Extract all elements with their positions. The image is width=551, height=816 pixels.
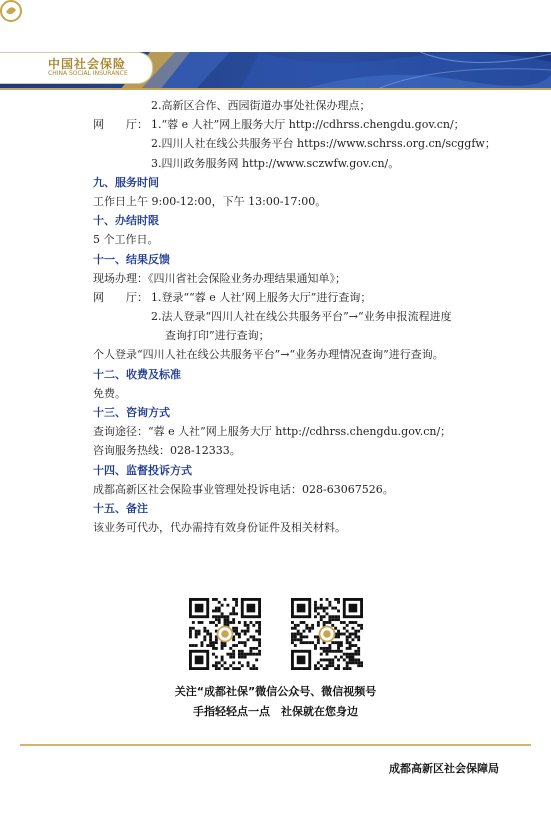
body-text-line: 成都高新区社会保险事业管理处投诉电话：028-63067526。	[93, 482, 394, 496]
slogan-line-2: 手指轻轻点一点 社保就在您身边	[193, 705, 358, 718]
body-text-line: 工作日上午 9:00-12:00，下午 13:00-17:00。	[93, 194, 327, 208]
section-heading: 十、办结时限	[93, 214, 159, 228]
logo-text-cn: 中国社会保险	[48, 57, 127, 71]
section-heading: 十一、结果反馈	[93, 252, 170, 266]
body-text-line: 2.高新区合作、西园街道办事处社保办理点；	[151, 99, 371, 112]
section-heading: 九、服务时间	[93, 175, 159, 189]
qr-code-icon	[189, 598, 261, 670]
body-text-line: 查询途径：“蓉 e 人社”网上服务大厅 http://cdhrss.chengdu.gov.cn/；	[93, 425, 452, 439]
online-channel-line	[93, 288, 513, 307]
body-text-line: 查询打印”进行查询；	[165, 329, 270, 343]
body-text-line: 现场办理：《四川省社会保险业务办理结果通知单》；	[93, 271, 346, 285]
section-heading: 十三、咨询方式	[93, 406, 170, 419]
body-text-line: 咨询服务热线：028-12333。	[93, 444, 241, 458]
footer-divider	[20, 744, 531, 746]
document-body	[93, 96, 513, 537]
body-text-line: 个人登录“四川人社在线公共服务平台”→“业务办理情况查询”进行查询。	[93, 348, 444, 362]
social-insurance-emblem-icon	[0, 0, 22, 22]
logo-text-en: CHINA SOCIAL INSURANCE	[48, 70, 128, 77]
section-heading: 十四、监督投诉方式	[93, 463, 192, 477]
body-text-line: 2.四川人社在线公共服务平台 https://www.schrss.org.cn/scggfw；	[151, 137, 496, 151]
online-hall-label: 网 厅：	[93, 290, 148, 304]
body-text-line: 免费。	[93, 386, 126, 400]
slogan-line-1: 关注“成都社保”微信公众号、微信视频号	[174, 685, 377, 698]
qr-code-wechat-account	[189, 598, 261, 670]
qr-code-wechat-video	[291, 598, 363, 670]
online-channel-line	[93, 115, 513, 134]
body-text-line: 该业务可代办，代办需持有效身份证件及相关材料。	[93, 521, 346, 535]
footer-organization: 成都高新区社会保障局	[389, 762, 499, 775]
body-text-line: 5 个工作日。	[93, 233, 159, 247]
online-hall-label: 网 厅：	[93, 118, 148, 132]
online-hall-text: 1.“蓉 e 人社”网上服务大厅 http://cdhrss.chengdu.gov.cn/；	[151, 118, 465, 132]
section-heading: 十五、备注	[93, 501, 148, 515]
section-heading: 十二、收费及标准	[93, 367, 181, 381]
body-text-line: 2.法人登录“四川人社在线公共服务平台”→“业务申报流程进度	[151, 310, 452, 324]
body-text-line: 3.四川政务服务网 http://www.sczwfw.gov.cn/。	[151, 156, 400, 170]
qr-code-icon	[291, 598, 363, 670]
header-banner	[0, 0, 551, 93]
online-hall-text: 1.登录““蓉 e 人社’网上服务大厅”进行查询；	[151, 290, 372, 304]
